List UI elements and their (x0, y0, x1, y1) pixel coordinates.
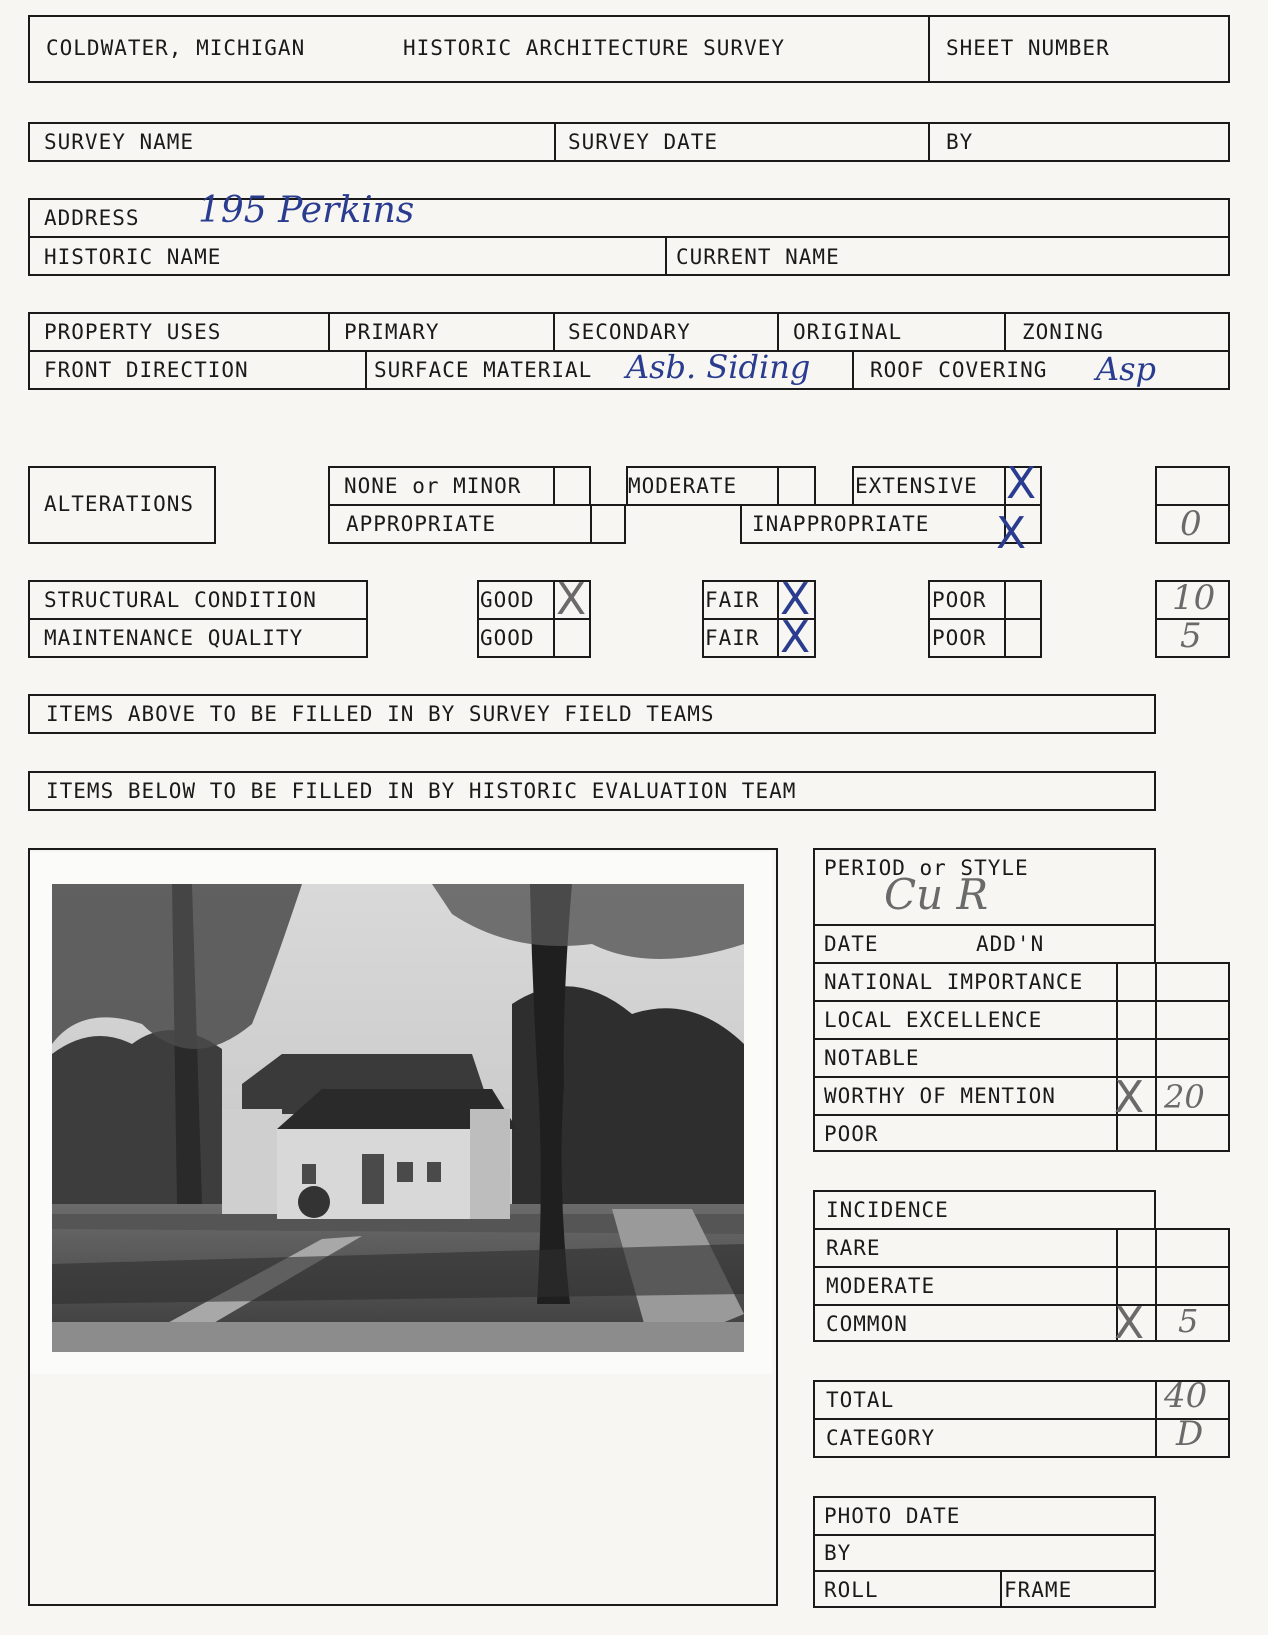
front-direction-label: FRONT DIRECTION (44, 358, 249, 382)
rare-label: RARE (826, 1236, 881, 1260)
maintenance-score: 5 (1180, 616, 1202, 656)
surface-material-label: SURFACE MATERIAL (374, 358, 593, 382)
primary-label: PRIMARY (344, 320, 440, 344)
poor-divider (928, 618, 1042, 620)
importance-check-col (1116, 962, 1118, 1152)
none-minor-label: NONE or MINOR (344, 474, 522, 498)
incidence-moderate-label: MODERATE (826, 1274, 936, 1298)
maintenance-good-label: GOOD (480, 626, 535, 650)
notable-label: NOTABLE (824, 1046, 920, 1070)
appropriate-check-divider (590, 504, 592, 544)
inappropriate-label: INAPPROPRIATE (752, 512, 930, 536)
photo-date-label: PHOTO DATE (824, 1504, 961, 1528)
note-below-text: ITEMS BELOW TO BE FILLED IN BY HISTORIC EVALUATION TEAM (46, 779, 797, 803)
period-style-value: Cu R (884, 870, 989, 919)
header-divider (928, 15, 930, 83)
address-divider (28, 236, 1230, 238)
national-importance-label: NATIONAL IMPORTANCE (824, 970, 1084, 994)
period-style-label: PERIOD or STYLE (824, 856, 1029, 880)
maintenance-fair-label: FAIR (705, 626, 760, 650)
addn-label: ADD'N (976, 932, 1045, 956)
common-score: 5 (1178, 1302, 1199, 1340)
structural-good-mark: X (556, 574, 587, 625)
incidence-label: INCIDENCE (826, 1198, 949, 1222)
roll-label: ROLL (824, 1578, 879, 1602)
surface-material-value: Asb. Siding (626, 348, 811, 386)
local-excellence-label: LOCAL EXCELLENCE (824, 1008, 1043, 1032)
good-check-divider (553, 580, 555, 658)
photo-info-row-2 (813, 1570, 1156, 1572)
zoning-label: ZONING (1022, 320, 1104, 344)
frame-label: FRAME (1004, 1578, 1073, 1602)
total-score-col (1155, 1380, 1157, 1458)
maintenance-poor-label: POOR (932, 626, 987, 650)
secondary-label: SECONDARY (568, 320, 691, 344)
incidence-row-1 (813, 1266, 1230, 1268)
current-name-label: CURRENT NAME (676, 245, 840, 269)
appropriate-label: APPROPRIATE (346, 512, 497, 536)
property-col-4 (1004, 312, 1006, 350)
address-value: 195 Perkins (198, 190, 415, 231)
common-label: COMMON (826, 1312, 908, 1336)
historic-name-label: HISTORIC NAME (44, 245, 222, 269)
sheet-number-label: SHEET NUMBER (946, 36, 1110, 60)
city-label: COLDWATER, MICHIGAN (46, 36, 306, 60)
common-check-mark: X (1114, 1298, 1145, 1349)
roll-frame-divider (1000, 1570, 1002, 1608)
maintenance-fair-mark: X (780, 612, 811, 663)
importance-score-col (1155, 962, 1157, 1152)
extensive-label: EXTENSIVE (855, 474, 978, 498)
total-divider (813, 1418, 1230, 1420)
structural-poor-label: POOR (932, 588, 987, 612)
alterations-score: 0 (1180, 504, 1202, 544)
incidence-score-col (1155, 1228, 1157, 1342)
total-value: 40 (1164, 1376, 1208, 1416)
survey-by-label: BY (946, 130, 974, 154)
moderate-check-divider (777, 466, 779, 506)
category-value: D (1176, 1414, 1204, 1454)
importance-row-2 (813, 1038, 1230, 1040)
worthy-score: 20 (1164, 1078, 1205, 1116)
structural-fair-mark: X (780, 574, 811, 625)
moderate-label: MODERATE (628, 474, 738, 498)
note-above-text: ITEMS ABOVE TO BE FILLED IN BY SURVEY FIELD TEAMS (46, 702, 715, 726)
property-col-5 (365, 350, 367, 390)
structural-fair-label: FAIR (705, 588, 760, 612)
name-divider (665, 236, 667, 276)
survey-date-label: SURVEY DATE (568, 130, 719, 154)
total-label: TOTAL (826, 1388, 895, 1412)
photo-by-label: BY (824, 1541, 852, 1565)
structural-condition-label: STRUCTURAL CONDITION (44, 588, 317, 612)
alterations-label: ALTERATIONS (44, 492, 195, 516)
photo-info-row-1 (813, 1534, 1156, 1536)
inappropriate-check-mark: X (996, 508, 1027, 559)
original-label: ORIGINAL (793, 320, 903, 344)
extensive-check-mark: X (1006, 458, 1037, 509)
worthy-check-mark: X (1114, 1072, 1145, 1123)
roof-covering-value: Asp (1096, 350, 1157, 388)
maintenance-quality-label: MAINTENANCE QUALITY (44, 626, 304, 650)
property-col-3 (777, 312, 779, 350)
property-col-6 (852, 350, 854, 390)
importance-row-1 (813, 1000, 1230, 1002)
survey-divider-1 (554, 122, 556, 162)
eval-poor-label: POOR (824, 1122, 879, 1146)
none-minor-check-divider (553, 466, 555, 506)
house-photograph (52, 884, 744, 1352)
condition-label-divider (28, 618, 368, 620)
category-label: CATEGORY (826, 1426, 936, 1450)
property-uses-label: PROPERTY USES (44, 320, 222, 344)
date-label: DATE (824, 932, 879, 956)
structural-score: 10 (1172, 578, 1216, 618)
poor-check-divider (1004, 580, 1006, 658)
incidence-row-2 (813, 1304, 1230, 1306)
property-col-1 (328, 312, 330, 350)
worthy-of-mention-label: WORTHY OF MENTION (824, 1084, 1056, 1108)
survey-name-label: SURVEY NAME (44, 130, 195, 154)
fair-check-divider (777, 580, 779, 658)
survey-divider-2 (928, 122, 930, 162)
structural-good-label: GOOD (480, 588, 535, 612)
roof-covering-label: ROOF COVERING (870, 358, 1048, 382)
form-title: HISTORIC ARCHITECTURE SURVEY (403, 36, 786, 60)
house-photo-svg (52, 884, 744, 1352)
address-label: ADDRESS (44, 206, 140, 230)
property-col-2 (553, 312, 555, 350)
